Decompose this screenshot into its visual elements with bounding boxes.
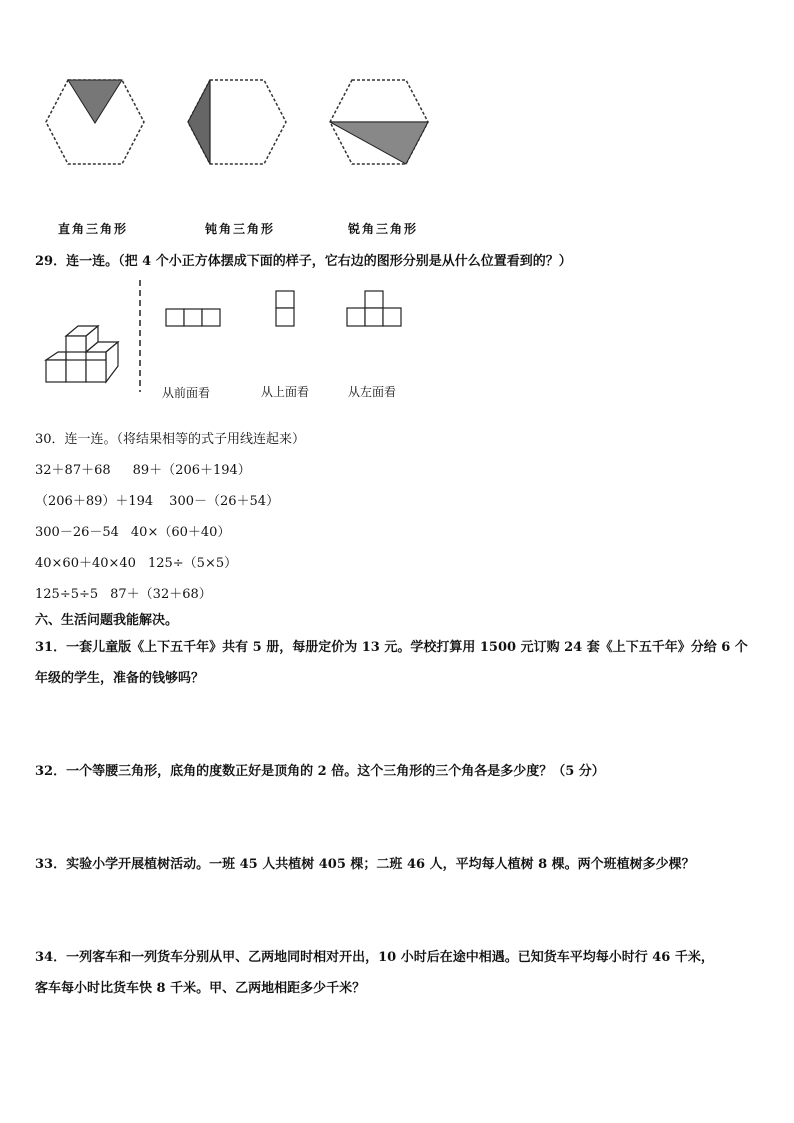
expression-left-2: （206＋89）＋194 bbox=[35, 494, 154, 509]
question-29-text: 29．连一连。（把 4 个小正方体摆成下面的样子，它右边的图形分别是从什么位置看到的？） bbox=[35, 254, 572, 269]
dashed-divider bbox=[138, 280, 142, 392]
expression-row-5 bbox=[35, 583, 212, 602]
hexagon-figure-obtuse-triangle bbox=[182, 75, 292, 170]
expression-row-2 bbox=[35, 490, 279, 509]
question-32-text: 32．一个等腰三角形，底角的度数正好是顶角的 2 倍。这个三角形的三个角各是多少度？（5 分） bbox=[35, 764, 605, 779]
caption-acute-triangle: 锐角三角形 bbox=[348, 222, 419, 236]
view-label-left: 从左面看 bbox=[348, 385, 397, 399]
section-6-title: 六、生活问题我能解决。 bbox=[35, 613, 179, 628]
question-31-line-2: 年级的学生，准备的钱够吗？ bbox=[35, 671, 205, 686]
view-front-figure bbox=[165, 308, 221, 327]
cube-stack-figure bbox=[44, 322, 134, 386]
view-left-figure bbox=[346, 290, 402, 327]
expression-right-4: 125÷（5×5） bbox=[147, 556, 238, 571]
hexagon-figure-acute-triangle bbox=[324, 75, 434, 170]
caption-obtuse-triangle: 钝角三角形 bbox=[205, 222, 276, 236]
view-top-figure bbox=[275, 290, 295, 327]
expression-left-1: 32＋87＋68 bbox=[35, 463, 111, 478]
question-34-line-1: 34．一列客车和一列货车分别从甲、乙两地同时相对开出，10 小时后在途中相遇。已知货车平均每小时行 46 千米， bbox=[35, 950, 714, 965]
expression-row-1 bbox=[35, 459, 251, 478]
expression-row-3 bbox=[35, 521, 230, 540]
view-label-top: 从上面看 bbox=[261, 385, 310, 399]
expression-right-1: 89＋（206＋194） bbox=[132, 463, 251, 478]
expression-right-2: 300－（26＋54） bbox=[169, 494, 280, 509]
question-30-text: 30．连一连。（将结果相等的式子用线连起来） bbox=[35, 432, 306, 447]
expression-row-4 bbox=[35, 552, 237, 571]
view-label-front: 从前面看 bbox=[162, 386, 211, 400]
expression-right-5: 87＋（32＋68） bbox=[110, 587, 212, 602]
hexagon-figure-right-triangle bbox=[40, 75, 150, 170]
expression-left-4: 40×60＋40×40 bbox=[35, 556, 136, 571]
question-33-text: 33．实验小学开展植树活动。一班 45 人共植树 405 棵；二班 46 人，平均每人植树 8 棵。两个班植树多少棵？ bbox=[35, 857, 695, 872]
expression-left-3: 300－26－54 bbox=[35, 525, 119, 540]
question-34-line-2: 客车每小时比货车快 8 千米。甲、乙两地相距多少千米？ bbox=[35, 981, 366, 996]
question-31-line-1: 31．一套儿童版《上下五千年》共有 5 册，每册定价为 13 元。学校打算用 1500 元订购 24 套《上下五千年》分给 6 个 bbox=[35, 640, 748, 655]
caption-right-triangle: 直角三角形 bbox=[58, 222, 129, 236]
expression-right-3: 40×（60＋40） bbox=[130, 525, 231, 540]
expression-left-5: 125÷5÷5 bbox=[35, 587, 99, 602]
